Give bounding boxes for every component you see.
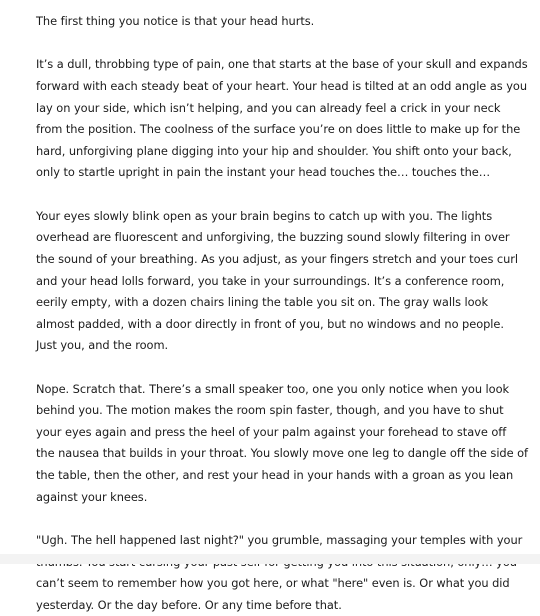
story-paragraph-5: "Ugh. The hell happened last night?" you grumble, massaging your temples with your can’t seem to remember how you got here, or what "here" even is. Or what you did yesterday. Or the day before. Or any time before that. <box>36 533 523 612</box>
story-paragraph-1: The first thing you notice is that your head hurts. <box>36 14 315 28</box>
story-paragraph-2: It’s a dull, throbbing type of pain, one that starts at the base of your skull and expands forward with each steady beat of your heart. Your head is tilted at an odd angle as you lay on your side, which isn’t helping, and you can already feel a crick in your neck from the position. The coolness of the surface you’re on does little to make up for the hard, unforgiving plane digging into your hip and shoulder. You shift onto your back, only to startle upright in pain the instant your head touches the… touches the… <box>36 57 528 180</box>
story-paragraph-4: Nope. Scratch that. There’s a small speaker too, one you only notice when you look behind you. The motion makes the room spin faster, though, and you have to shut your eyes again and press the heel of your palm against your forehead to stave off the nausea that builds in your throat. You slowly move one leg to dangle off the side of the table, then the other, and rest your head in your hands with a groan as you lean against your knees. <box>36 381 529 504</box>
story-paragraph-3: Your eyes slowly blink open as your brain begins to catch up with you. The lights overhead are fluorescent and unforgiving, the buzzing sound slowly filtering in over the sound of your breathing. As you adjust, as your fingers stretch and your toes curl and your head lolls forward, you take in your surroundings. It’s a conference room, eerily empty, with a dozen chairs lining the table you sit on. The gray walls look almost padded, with a door directly in front of you, but no windows and no people. Just you, and the room. <box>36 208 519 353</box>
bottom-edge <box>0 554 540 564</box>
